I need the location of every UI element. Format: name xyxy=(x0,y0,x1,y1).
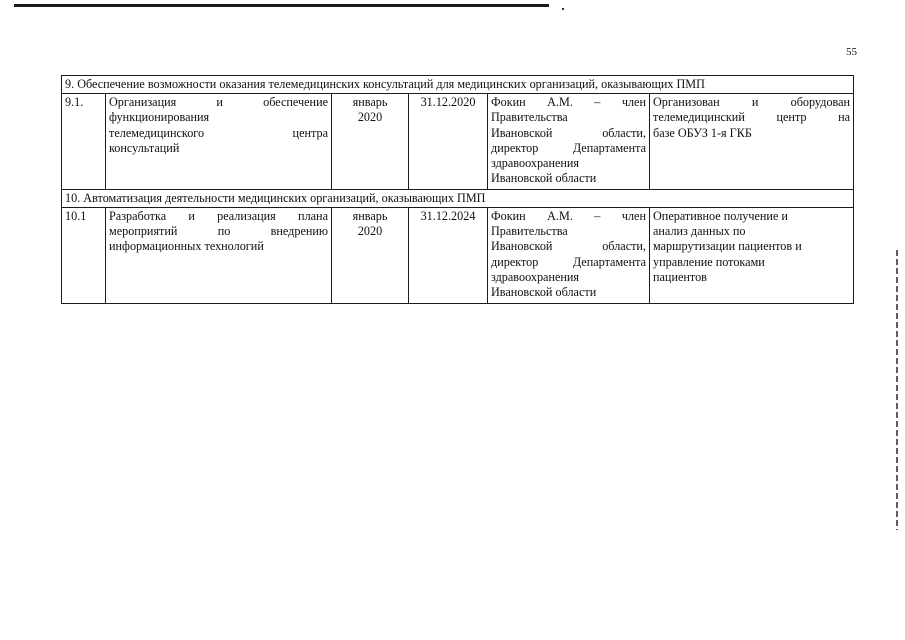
result-line: пациентов xyxy=(653,269,707,284)
result-line: Оперативное получение и xyxy=(653,208,788,223)
responsible-line: директор Департамента xyxy=(491,254,646,269)
activity-cell xyxy=(106,94,332,190)
responsible-line: Ивановской области xyxy=(491,285,597,300)
page-number: 55 xyxy=(846,46,857,58)
responsible-line: здравоохранения xyxy=(491,156,580,171)
scan-artifact-top-bar xyxy=(14,4,549,7)
table-row xyxy=(62,94,854,190)
responsible-line: директор Департамента xyxy=(491,140,646,155)
result-line: телемедицинский центр на xyxy=(653,110,851,125)
row-number: 9.1. xyxy=(62,94,106,190)
start-date-cell xyxy=(332,94,409,190)
section-title: 10. Автоматизация деятельности медицинских организаций, оказывающих ПМП xyxy=(62,189,854,207)
activity-cell xyxy=(106,207,332,303)
activity-line: Организация и обеспечение xyxy=(109,95,328,109)
responsible-line: Ивановской области, xyxy=(491,125,646,140)
responsible-line: Правительства xyxy=(491,224,568,239)
result-line: управление потоками xyxy=(653,254,765,269)
start-year: 2020 xyxy=(357,110,383,125)
activity-line: информационных технологий xyxy=(109,239,264,254)
activity-line: функционирования xyxy=(109,110,210,125)
scan-artifact-dot xyxy=(562,8,564,10)
result-cell xyxy=(650,94,854,190)
start-date-cell xyxy=(332,207,409,303)
section-header-row xyxy=(62,189,854,207)
start-month: январь xyxy=(352,208,388,223)
activity-line: телемедицинского центра xyxy=(109,125,328,140)
result-line: базе ОБУЗ 1-я ГКБ xyxy=(653,125,752,140)
start-month: январь xyxy=(352,95,388,109)
start-year: 2020 xyxy=(357,224,383,239)
result-line: анализ данных по xyxy=(653,224,746,239)
result-line: Организован и оборудован xyxy=(653,95,851,109)
plan-table xyxy=(61,75,854,304)
end-date-cell: 31.12.2024 xyxy=(409,207,488,303)
activity-line: консультаций xyxy=(109,140,180,155)
responsible-line: Ивановской области, xyxy=(491,239,646,254)
activity-line: Разработка и реализация плана xyxy=(109,208,328,223)
row-number: 10.1 xyxy=(62,207,106,303)
result-line: маршрутизации пациентов и xyxy=(653,239,802,254)
section-header-row xyxy=(62,76,854,94)
responsible-line: Фокин А.М. – член xyxy=(491,95,646,109)
responsible-cell xyxy=(488,94,650,190)
responsible-cell xyxy=(488,207,650,303)
scan-artifact-right-edge xyxy=(896,250,898,530)
responsible-line: Ивановской области xyxy=(491,171,597,186)
responsible-line: Фокин А.М. – член xyxy=(491,208,646,223)
responsible-line: Правительства xyxy=(491,110,568,125)
activity-line: мероприятий по внедрению xyxy=(109,224,328,239)
result-cell xyxy=(650,207,854,303)
section-title: 9. Обеспечение возможности оказания телемедицинских консультаций для медицинских организаций, оказывающих ПМП xyxy=(62,76,854,94)
responsible-line: здравоохранения xyxy=(491,269,580,284)
end-date-cell: 31.12.2020 xyxy=(409,94,488,190)
table-row xyxy=(62,207,854,303)
